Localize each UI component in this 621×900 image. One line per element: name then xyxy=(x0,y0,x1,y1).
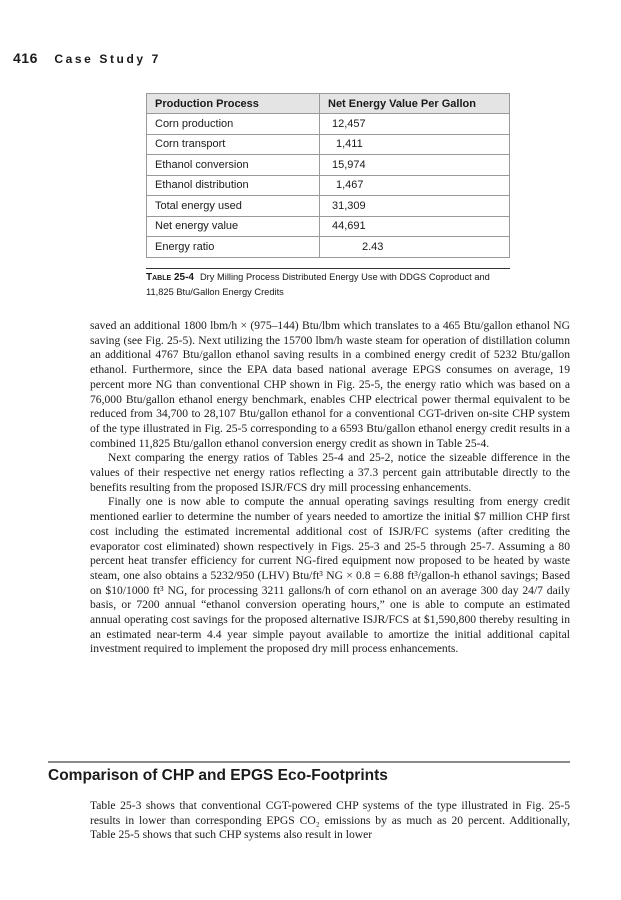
table-row xyxy=(147,134,510,155)
energy-table-container xyxy=(146,93,510,258)
table-caption-text: Dry Milling Process Distributed Energy Use with DDGS Coproduct and 11,825 Btu/Gallon Energy Credits xyxy=(146,272,490,297)
table-cell-process: Ethanol distribution xyxy=(147,175,320,196)
page-header xyxy=(13,50,161,68)
section-divider xyxy=(48,761,570,763)
table-cell-value: 12,457 xyxy=(320,114,510,135)
table-header-row xyxy=(147,94,510,114)
section-body-text xyxy=(90,799,570,843)
table-cell-process: Total energy used xyxy=(147,196,320,217)
paragraph: saved an additional 1800 lbm/h × (975–144) Btu/lbm which translates to a 465 Btu/gallon ethanol NG saving (see Fig. 25-5). Next utilizing the 15700 lbm/h waste steam for operation of distillation column an additional 4767 Btu/gallon ethanol saving results in a combined energy credit of 5232 Btu/gallon ethanol. Furthermore, since the EPA data based national average EPGS consumes on average, 19 percent more NG than conventional CHP shown in Fig. 25-5, the energy ratio which was based on a 76,000 Btu/gallon ethanol energy benchmark, enables CHP electrical power thermal equivalent to be reduced from 34,700 to 28,107 Btu/gallon ethanol for a conventional CGT-driven on-site CHP system of the type illustrated in Fig. 25-5 corresponding to a 6593 Btu/gallon ethanol energy credit results in a combined 11,825 Btu/gallon ethanol conversion energy credit as shown in Table 25-4. xyxy=(90,319,570,450)
table-row xyxy=(147,114,510,135)
table-cell-process: Net energy value xyxy=(147,216,320,237)
table-cell-process: Corn transport xyxy=(147,134,320,155)
table-cell-value: 2.43 xyxy=(320,237,510,258)
table-cell-value: 1,467 xyxy=(320,175,510,196)
table-caption-label: Table 25-4 xyxy=(146,272,194,283)
paragraph: Next comparing the energy ratios of Tables 25-4 and 25-2, notice the sizeable difference in the values of their respective net energy ratios reflecting a 37.3 percent gain attributable directly to the benefits resulting from the proposed ISJR/FCS dry mill processing enhancements. xyxy=(90,451,570,494)
table-cell-value: 1,411 xyxy=(320,134,510,155)
page-number: 416 xyxy=(13,50,38,66)
table-row xyxy=(147,237,510,258)
paragraph: Table 25-3 shows that conventional CGT-powered CHP systems of the type illustrated in Fig. 25-5 results in lower than corresponding EPGS CO₂ emissions by as much as 20 percent. Additionally, Table 25-5 shows that such CHP systems also result in lower xyxy=(90,799,570,842)
energy-table xyxy=(146,93,510,258)
column-header: Production Process xyxy=(147,94,320,114)
table-cell-value: 31,309 xyxy=(320,196,510,217)
paragraph: Finally one is now able to compute the annual operating savings resulting from energy credit mentioned earlier to determine the number of years needed to amortize the initial $7 million CHP first cost including the estimated incremental additional cost of ISJR/FC systems (after crediting the evaporator cost eliminated) shown respectively in Figs. 25-3 and 25-5 through 25-7. Assuming a 80 percent heat transfer efficiency for current NG-fired equipment now proposed to be heated by waste steam, one also obtains a 5232/950 (LHV) Btu/ft³ NG × 0.8 = 6.88 ft³/gallon-h ethanol savings; Based on $10/1000 ft³ NG, for processing 3211 gallons/h of corn ethanol on an average 300 day 24/7 daily basis, or 7200 annual “ethanol conversion operating hours,” one is able to compute an estimated annual operating cost savings for the proposed alternative ISJR/FCS at $1,590,800 thereby resulting in an estimated near-term 4.4 year simple payout available to amortize the initial additional capital investment required to implement the proposed dry mill process enhancements. xyxy=(90,495,570,656)
table-row xyxy=(147,155,510,176)
body-text xyxy=(90,319,570,657)
table-cell-process: Ethanol conversion xyxy=(147,155,320,176)
table-cell-value: 44,691 xyxy=(320,216,510,237)
table-cell-value: 15,974 xyxy=(320,155,510,176)
column-header: Net Energy Value Per Gallon xyxy=(320,94,510,114)
table-caption xyxy=(146,268,510,300)
table-row xyxy=(147,216,510,237)
table-row xyxy=(147,175,510,196)
section-heading: Comparison of CHP and EPGS Eco-Footprints xyxy=(48,767,388,784)
table-row xyxy=(147,196,510,217)
table-cell-process: Corn production xyxy=(147,114,320,135)
running-title: Case Study 7 xyxy=(54,52,161,66)
table-cell-process: Energy ratio xyxy=(147,237,320,258)
